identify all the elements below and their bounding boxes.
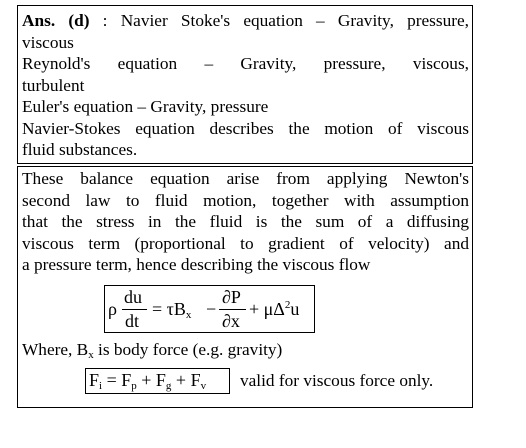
where-line: [22, 339, 282, 361]
euler-line: Euler's equation – Gravity, pressure: [22, 97, 269, 116]
eq-fraction-bar-1: [122, 309, 147, 310]
navier-stokes-equation: [104, 285, 315, 333]
force-eq: = F: [102, 370, 132, 390]
force-equation: [85, 368, 230, 394]
eq-partial-p: ∂P: [222, 287, 241, 307]
where-rest: is body force (e.g. gravity): [93, 340, 283, 359]
eq-du: du: [124, 287, 142, 307]
eq-equals-tau-b-text: = τB: [152, 299, 186, 319]
explanation-line-3: that the stress in the fluid is the sum of a diffusing: [22, 212, 469, 231]
force-note: valid for viscous force only.: [240, 371, 434, 390]
explanation-line-2: second law to fluid motion, together with assumption: [22, 190, 469, 210]
reynolds-line-2: turbulent: [22, 75, 85, 95]
eq-rho: ρ: [108, 299, 117, 319]
force-sub-v: v: [200, 380, 207, 392]
force-sub-i: i: [99, 380, 103, 392]
force-sub-g: g: [165, 380, 172, 392]
answer-separator: :: [89, 11, 121, 30]
answer-navier-stoke-text: Navier Stoke's equation – Gravity, pressure,: [120, 11, 470, 30]
navier-description-line-2: fluid substances.: [22, 140, 138, 159]
answer-box: [17, 5, 473, 164]
eq-fraction-bar-2: [219, 309, 246, 310]
explanation-line-4: viscous term (proportional to gradient of velocity) and: [22, 233, 469, 253]
force-plus-2: + F: [171, 370, 201, 390]
eq-plus-mu-delta: [249, 300, 299, 318]
answer-label: Ans. (d): [22, 11, 90, 30]
eq-equals-tau-b: [152, 299, 192, 321]
answer-line-2: viscous: [22, 32, 74, 52]
navier-description-line-1: Navier-Stokes equation describes the motion of viscous: [22, 118, 469, 138]
where-prefix: Where, B: [22, 340, 89, 359]
where-sub-x: x: [88, 349, 94, 361]
reynolds-line-1: Reynold's equation – Gravity, pressure, viscous,: [22, 54, 469, 73]
explanation-line-5: a pressure term, hence describing the viscous flow: [22, 255, 371, 274]
eq-dt: dt: [125, 311, 140, 331]
answer-line-1: [22, 10, 469, 32]
force-f: F: [89, 370, 100, 390]
explanation-box: [17, 166, 473, 408]
eq-u: u: [290, 299, 300, 319]
explanation-line-1: These balance equation arise from applying Newton's: [22, 169, 469, 188]
eq-sup-2: 2: [284, 299, 291, 311]
eq-minus: −: [206, 299, 217, 319]
force-sub-p: p: [131, 380, 137, 392]
eq-plus-mu-delta-text: + μΔ: [249, 299, 285, 319]
eq-sub-x: x: [185, 309, 192, 321]
eq-partial-x: ∂x: [222, 311, 240, 331]
force-plus-1: + F: [136, 370, 166, 390]
